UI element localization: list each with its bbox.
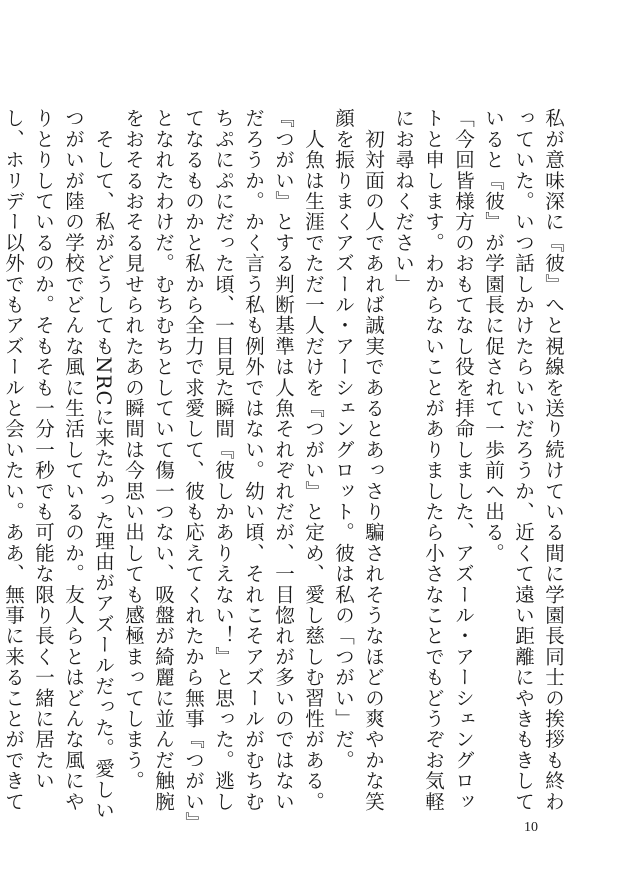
vertical-text-body: [2, 108, 568, 828]
paragraph-4: 人魚は生涯でただ一人だけを『つがい』と定め、愛し慈しむ習性がある。『つがい』とする判断基準は人魚それぞれだが、一目惚れが多いのではないだろうか。かく言う私も例外ではない。幼い頃、それこそアズールがむちむちぷにぷにだった頃、一目見た瞬間『彼しかありえない！』と思った。逃してなるものかと私から全力で求愛して、彼も応えてくれたから無事『つがい』となれたわけだ。むちむちとしていて傷一つない、吸盤が綺麗に並んだ触腕をおそるおそる見せられたあの瞬間は今思い出しても感極まってしまう。: [122, 108, 325, 823]
paragraph-2: 「今回皆様方のおもてなし役を拝命しました、アズール・アーシェングロットと申します。わからないことがありましたら小さなことでもどうぞお気軽にお尋ねください」: [392, 108, 475, 812]
page-number: 10: [524, 820, 538, 835]
paragraph-3: 初対面の人であれば誠実であるとあっさり騙されそうなほどの爽やかな笑顔を振りまくアズール・アーシェングロット。彼は私の「つがい」だ。: [332, 108, 385, 812]
paragraph-5: そして、私がどうしてもNRCに来たかった理由がアズールだった。愛しいつがいが陸の学校でどんな風に生活しているのか。友人らとはどんな風にやりとりしているのか。そもそも一分一秒でも可能な限り長く一緒に居たいし、ホリデー以外でもアズールと会いたい。ああ、無事に来ることができて: [2, 108, 115, 821]
paragraph-1: 私が意味深に『彼』へと視線を送り続けている間に学園長同士の挨拶も終わっていた。いつ話しかけたらいいだろうか、近くて遠い距離にやきもきしていると『彼』が学園長に促されて一歩前へ出る。: [482, 108, 565, 812]
